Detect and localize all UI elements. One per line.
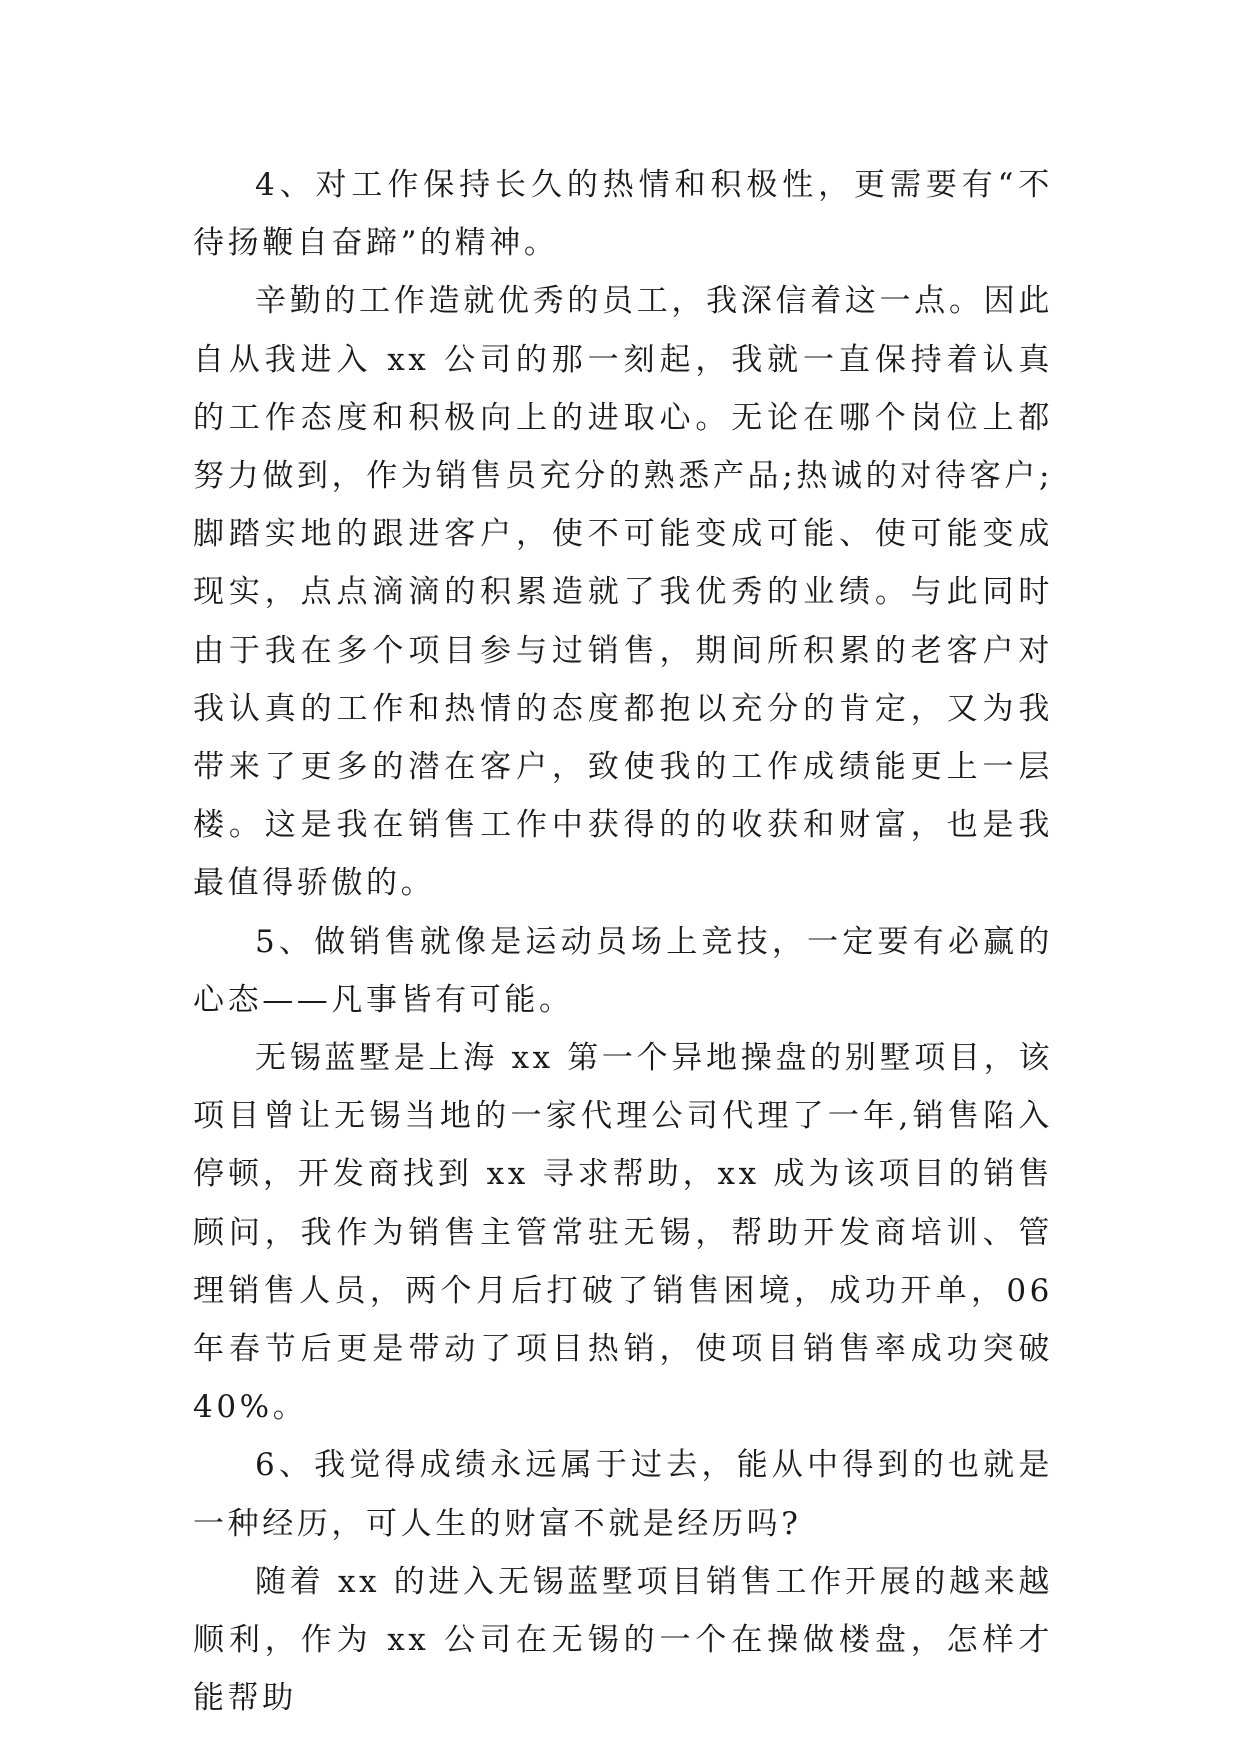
paragraph-continuation: 随着 xx 的进入无锡蓝墅项目销售工作开展的越来越顺利，作为 xx 公司在无锡的一个在操做楼盘，怎样才能帮助 (193, 1563, 1053, 1717)
paragraph-wuxi-project: 无锡蓝墅是上海 xx 第一个异地操盘的别墅项目，该项目曾让无锡当地的一家代理公司代理了一年,销售陷入停顿，开发商找到 xx 寻求帮助，xx 成为该项目的销售顾问，我作为销售主管常驻无锡，帮助开发商培训、管理销售人员，两个月后打破了销售困境，成功开单，06 年春节后更是带动了项目热销，使项目销售率成功突破 40%。 (193, 1040, 1053, 1426)
paragraph-point-6: 6、我觉得成绩永远属于过去，能从中得到的也就是一种经历，可人生的财富不就是经历吗? (193, 1447, 1053, 1542)
paragraph-point-4: 4、对工作保持长久的热情和积极性，更需要有“不待扬鞭自奋蹄”的精神。 (193, 167, 1053, 262)
paragraph-diligent-work: 辛勤的工作造就优秀的员工，我深信着这一点。因此自从我进入 xx 公司的那一刻起，我就一直保持着认真的工作态度和积极向上的进取心。无论在哪个岗位上都努力做到，作为销售员充分的熟悉产品;热诚的对待客户;脚踏实地的跟进客户，使不可能变成可能、使可能变成现实，点点滴滴的积累造就了我优秀的业绩。与此同时由于我在多个项目参与过销售，期间所积累的老客户对我认真的工作和热情的态度都抱以充分的肯定，又为我带来了更多的潜在客户，致使我的工作成绩能更上一层楼。这是我在销售工作中获得的的收获和财富，也是我最值得骄傲的。 (193, 283, 1053, 902)
paragraph-point-5: 5、做销售就像是运动员场上竞技，一定要有必赢的心态——凡事皆有可能。 (193, 923, 1053, 1018)
document-body (193, 156, 1053, 1727)
